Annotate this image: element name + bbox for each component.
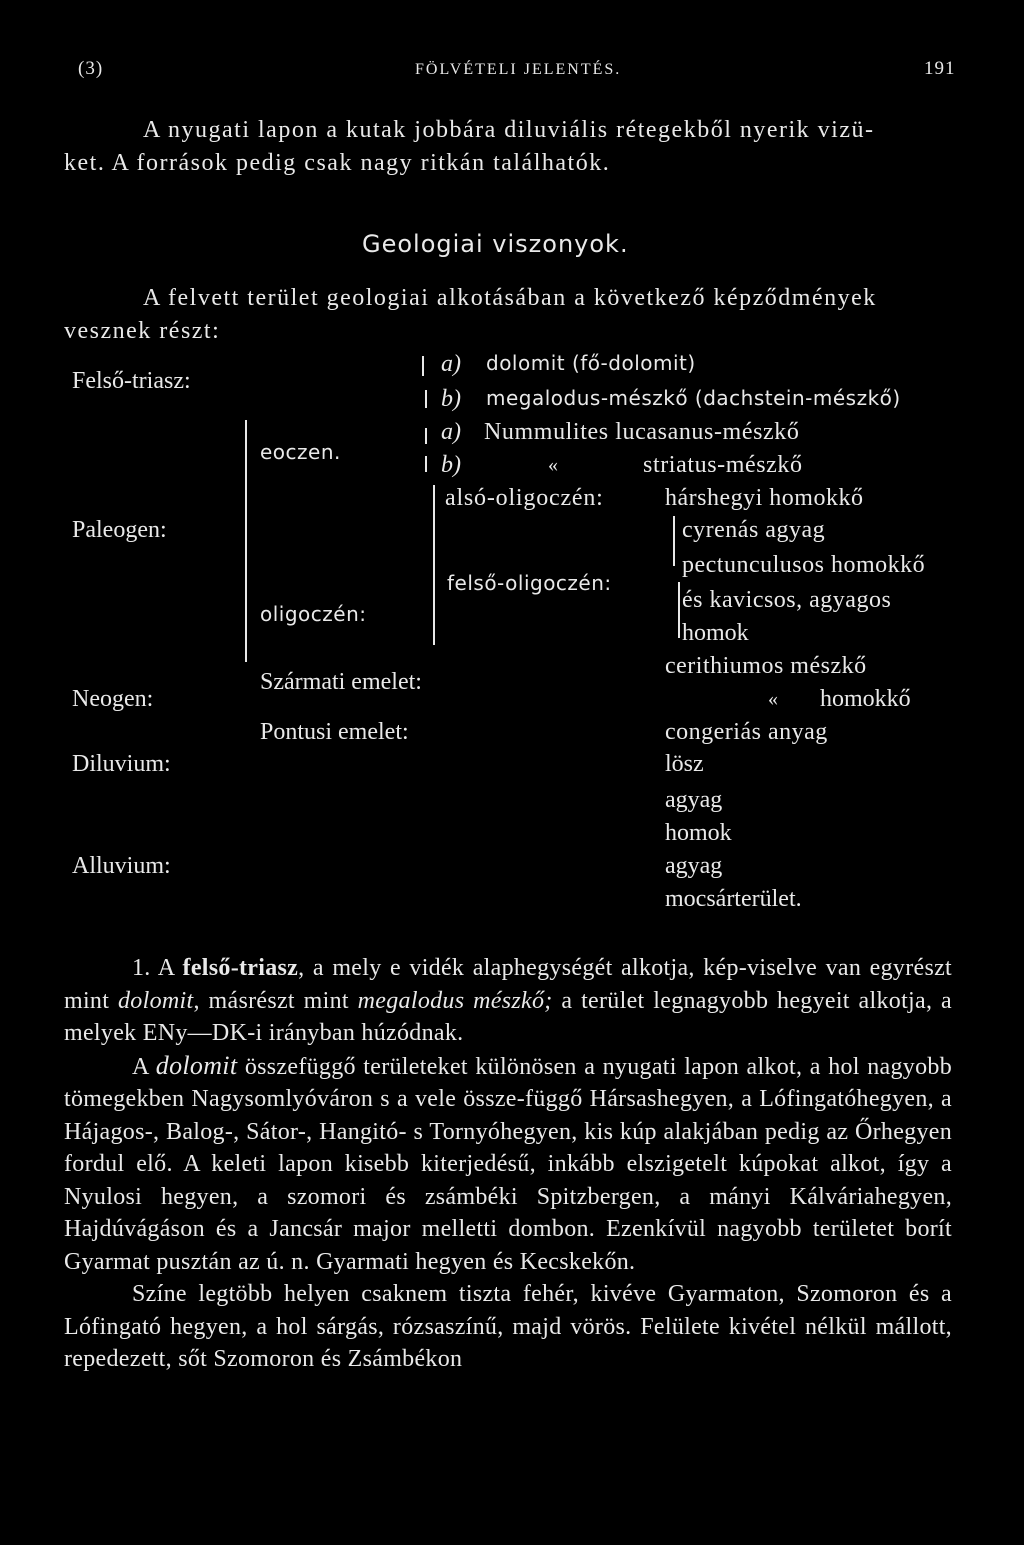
p1-text-2: , másrészt mint bbox=[193, 987, 358, 1014]
intro-line-2: ket. A források pedig csak nagy ritkán találhatók. bbox=[64, 150, 611, 176]
rock-kavicsos: és kavicsos, agyagos bbox=[682, 587, 892, 613]
rock-mocsarterulet: mocsárterület. bbox=[665, 886, 802, 912]
rock-agyag-1: agyag bbox=[665, 787, 723, 813]
p1-number: 1. A bbox=[132, 955, 183, 981]
p1-term-megalodus: megalodus mészkő; bbox=[357, 987, 553, 1014]
running-head: FÖLVÉTELI JELENTÉS. bbox=[415, 61, 622, 78]
rock-cerithiumos: cerithiumos mészkő bbox=[665, 653, 867, 679]
rule-epoch-left bbox=[245, 420, 247, 662]
rock-harshegyi-homokko: hárshegyi homokkő bbox=[665, 485, 864, 511]
paragraph-felso-triasz bbox=[64, 952, 952, 1050]
rock-losz: lösz bbox=[665, 751, 704, 777]
epoch-pontusi: Pontusi emelet: bbox=[260, 719, 409, 745]
eoczen-b-text: striatus-mészkő bbox=[643, 452, 803, 478]
lead-line-2: vesznek részt: bbox=[64, 318, 221, 344]
felso-oligoczen-label: felső-oligoczén: bbox=[447, 571, 612, 595]
p1-text-3: a terület legnagyobb hegyeit alkotja, a melyek ENy—DK-i irányban húzódnak. bbox=[64, 987, 952, 1046]
p1-term-dolomit: dolomit bbox=[118, 987, 194, 1014]
p2-text: összefüggő területeket különösen a nyugati lapon alkot, a hol nagyobb tömegekben Nagysomlyóváron s a vele össze-függő Hársashegyen, a Lófingatóhegyen, a Hájagos-, Balog-, Sátor-, Hangitó- s Tornyóhegyen, kis kúp alakjában pedig az Őrhegyen fordul elő. A keleti lapon kisebb kiterjedésű, inkább elszigetelt kúpokat alkot, így a Nyulosi hegyen, a szomori és zsámbéki Spitzbergen, a mányi Kálváriahegyen, Hajdúvágáson és a Jancsár major melletti dombon. Ezenkívül nagyobb területet borít Gyarmat pusztán az ú. n. Gyarmati hegyen és Kecskekőn. bbox=[64, 1053, 952, 1275]
brace-felso-oligoczen-top bbox=[673, 516, 675, 566]
period-paleogen: Paleogen: bbox=[72, 517, 167, 543]
triasz-b-text: megalodus-mészkő (dachstein-mészkő) bbox=[486, 386, 901, 410]
eoczen-b-label: b) bbox=[441, 452, 461, 478]
triasz-a-text: dolomit (fő-dolomit) bbox=[486, 351, 696, 375]
p2-term-dolomit: dolomit bbox=[155, 1050, 238, 1080]
period-alluvium: Alluvium: bbox=[72, 853, 171, 879]
epoch-eoczen: eoczen. bbox=[260, 440, 341, 464]
section-title: Geologiai viszonyok. bbox=[362, 230, 629, 258]
brace-eoczen-bottom bbox=[425, 456, 427, 472]
eoczen-b-ditto: « bbox=[548, 454, 558, 476]
eoczen-a-text: Nummulites lucasanus-mészkő bbox=[484, 419, 800, 445]
brace-triasz-top bbox=[422, 356, 424, 376]
eoczen-a-label: a) bbox=[441, 419, 461, 445]
rock-congerias: congeriás anyag bbox=[665, 719, 828, 745]
rock-agyag-2: agyag bbox=[665, 853, 723, 879]
brace-triasz-bottom bbox=[425, 390, 427, 408]
rock-pectunculusos: pectunculusos homokkő bbox=[682, 552, 926, 578]
period-diluvium: Diluvium: bbox=[72, 751, 171, 777]
p1-term-felso-triasz: felső-triasz bbox=[182, 955, 299, 981]
period-neogen: Neogen: bbox=[72, 686, 154, 712]
p1-text-1: , a mely e vidék alaphegységét alkotja, kép-viselve van egyrészt mint bbox=[64, 955, 953, 1014]
body-text bbox=[64, 952, 952, 1376]
rock-homok-1: homok bbox=[682, 620, 749, 646]
rule-oligocene-left bbox=[433, 485, 435, 645]
brace-felso-oligoczen-bottom bbox=[678, 582, 680, 638]
page-section-number: (3) bbox=[78, 58, 104, 79]
rock-cyrenas-agyag: cyrenás agyag bbox=[682, 517, 826, 543]
triasz-a-label: a) bbox=[441, 351, 461, 377]
brace-eoczen-top bbox=[425, 428, 427, 444]
intro-line-1: A nyugati lapon a kutak jobbára diluviális rétegekből nyerik vizü- bbox=[143, 117, 875, 143]
rock-ditto: « bbox=[768, 688, 778, 710]
p2-article: A bbox=[132, 1053, 156, 1080]
lead-line-1: A felvett terület geologiai alkotásában a következő képződmények bbox=[143, 285, 877, 311]
paragraph-dolomit bbox=[64, 1050, 952, 1279]
paragraph-szine: Színe legtöbb helyen csaknem tiszta fehér, kivéve Gyarmaton, Szomoron és a Lófingató hegyen, a hol sárgás, rózsaszínű, majd vörös. Felülete kivétel nélkül mállott, repedezett, sőt Szomoron és Zsámbékon bbox=[64, 1281, 952, 1372]
rock-homok-2: homok bbox=[665, 820, 732, 846]
triasz-b-label: b) bbox=[441, 386, 461, 412]
epoch-oligoczen: oligoczén: bbox=[260, 602, 367, 626]
page-number: 191 bbox=[924, 58, 956, 79]
epoch-szarmati: Szármati emelet: bbox=[260, 669, 422, 695]
also-oligoczen-label: alsó-oligoczén: bbox=[445, 485, 604, 511]
rock-homokko: homokkő bbox=[820, 686, 911, 712]
period-felso-triasz: Felső-triasz: bbox=[72, 368, 191, 394]
